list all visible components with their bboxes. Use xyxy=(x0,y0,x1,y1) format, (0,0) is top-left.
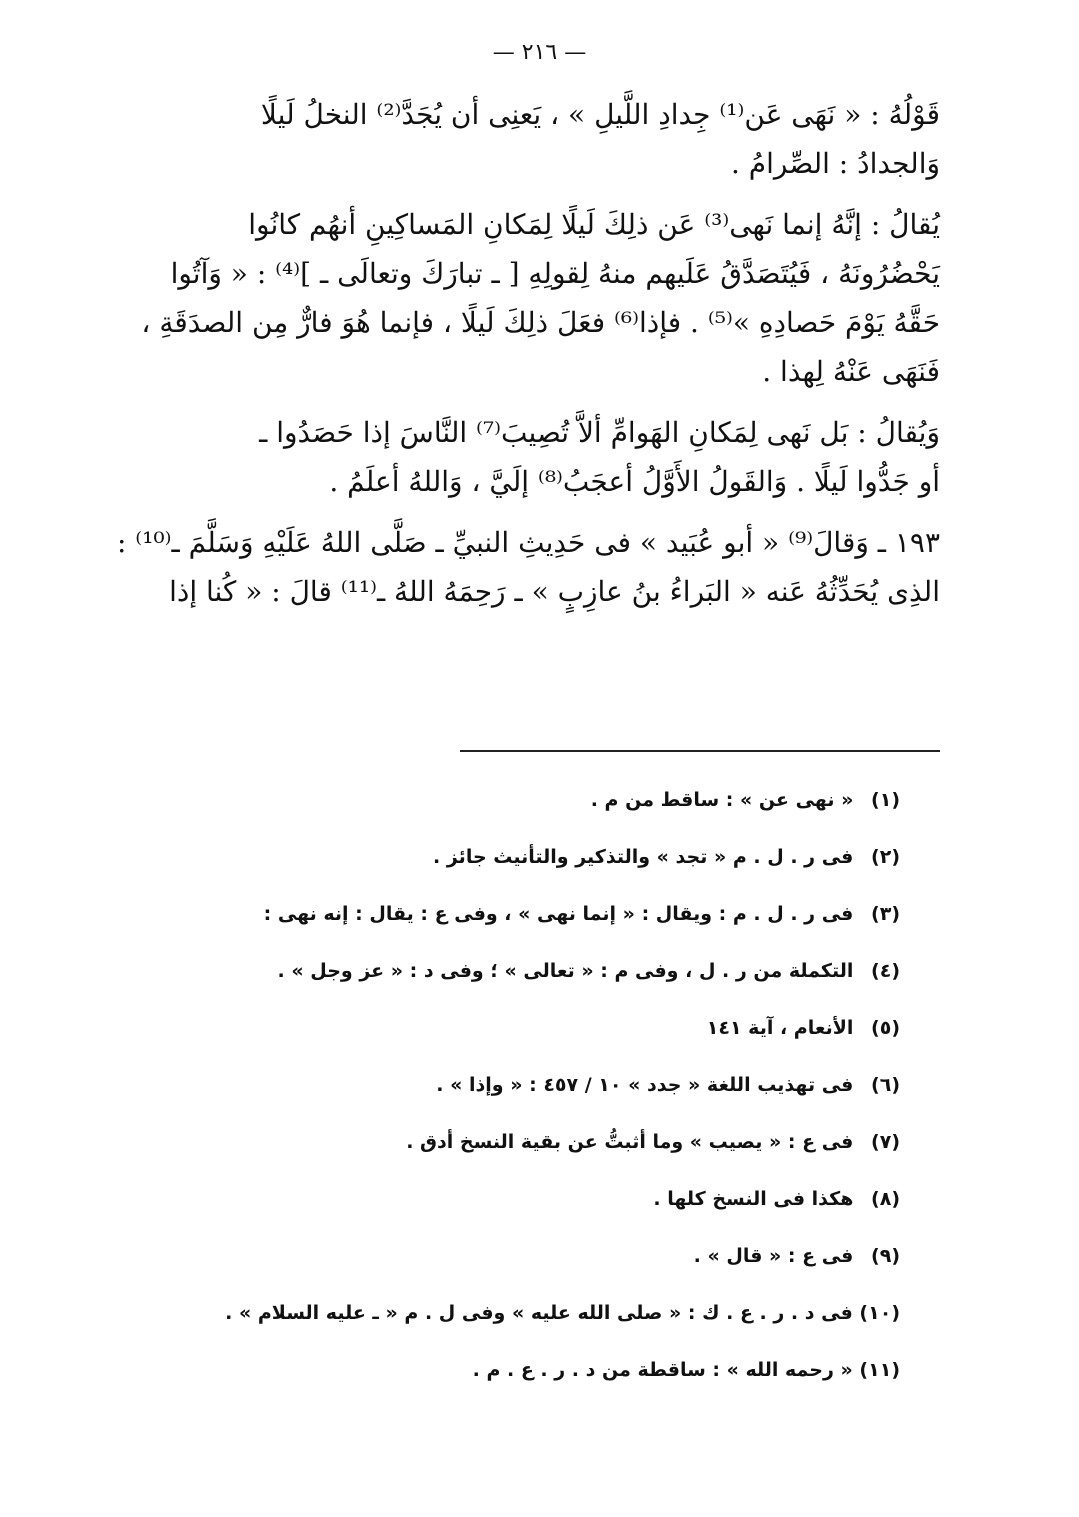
footnote-text: فى ع : « يصيب » وما أثبتُّ عن بقية النسخ أدق . xyxy=(406,1131,854,1153)
footnote xyxy=(100,943,900,1000)
footnote xyxy=(100,1171,900,1228)
page-number: — ٢١٦ — xyxy=(492,40,587,65)
footnote-text: هكذا فى النسخ كلها . xyxy=(653,1188,854,1210)
footnote-number: (٧) xyxy=(871,1131,900,1153)
footnote-text: فى تهذيب اللغة « جدد » ١٠ / ٤٥٧ : « وإذا » . xyxy=(436,1074,854,1096)
footnote-text: « رحمه الله » : ساقطة من د . ر . ع . م . xyxy=(472,1359,853,1381)
text-line: يُقالُ : إنَّهُ إنما نَهى⁽³⁾ عَن ذلِكَ لَيلًا لِمَكانِ المَساكِينِ أنهُم كانُوا xyxy=(248,208,940,241)
footnote-number: (١٠) xyxy=(859,1302,900,1324)
footnote-text: « نهى عن » : ساقط من م . xyxy=(590,789,854,811)
footnote-number: (٩) xyxy=(871,1245,900,1267)
paragraph xyxy=(120,200,940,396)
footnotes xyxy=(100,772,900,1399)
footnote-number: (١١) xyxy=(859,1359,900,1381)
footnote-number: (١) xyxy=(871,789,900,811)
text-line: وَيُقالُ : بَل نَهى لِمَكانِ الهَوامِّ ألاَّ تُصِيبَ⁽⁷⁾ النَّاسَ إذا حَصَدُوا ـ xyxy=(259,416,940,449)
main-text xyxy=(116,90,940,628)
text-line: فَنَهَى عَنْهُ لِهذا . xyxy=(762,355,940,388)
text-line: وَالجدادُ : الصِّرامُ . xyxy=(730,147,940,180)
text-line: قَوْلُهُ : « نَهَى عَن⁽¹⁾ جِدادِ اللَّيلِ » ، يَعنِى أن يُجَدَّ⁽²⁾ النخلُ لَيلًا xyxy=(260,98,940,131)
footnote-text: الأنعام ، آية ١٤١ xyxy=(706,1017,854,1039)
text-line: أو جَدُّوا لَيلًا . وَالقَولُ الأَوَّلُ أعجَبُ⁽⁸⁾ إلَيَّ ، وَاللهُ أعلَمُ . xyxy=(329,465,940,498)
footnote-text: فى د . ر . ع . ك : « صلى الله عليه » وفى ل . م « ـ عليه السلام » . xyxy=(225,1302,853,1324)
footnote-text: فى ع : « قال » . xyxy=(693,1245,854,1267)
text-line: الذِى يُحَدِّثُهُ عَنه « البَراءُ بنُ عازِبٍ » ـ رَحِمَهُ اللهُ ـ⁽¹¹⁾ قالَ : « كُنا إذا xyxy=(169,575,940,608)
footnote xyxy=(100,1285,900,1342)
footnote-number: (٦) xyxy=(871,1074,900,1096)
paragraph xyxy=(120,90,940,188)
text-line: ١٩٣ ـ وَقالَ⁽⁹⁾ « أبو عُبَيد » فى حَدِيثِ النبيِّ ـ صَلَّى اللهُ عَلَيْهِ وَسَلَّمَ ـ⁽¹⁰⁾ : xyxy=(116,526,940,559)
footnote-number: (٣) xyxy=(871,903,900,925)
text-line: يَحْضُرُونَهُ ، فَيُتَصَدَّقُ عَلَيهم منهُ لِقولِهِ [ ـ تبارَكَ وتعالَى ـ ]⁽⁴⁾ : « وَآتُوا xyxy=(170,257,940,290)
footnote-number: (٢) xyxy=(871,846,900,868)
footnote-text: فى ر . ل . م : ويقال : « إنما نهى » ، وفى ع : يقال : إنه نهى : xyxy=(263,903,854,925)
footnote xyxy=(100,1342,900,1399)
footnote xyxy=(100,1114,900,1171)
paragraph xyxy=(116,518,940,616)
text-line: حَقَّهُ يَوْمَ حَصادِهِ »⁽⁵⁾ . فإذا⁽⁶⁾ فعَلَ ذلِكَ لَيلًا ، فإنما هُوَ فارٌّ مِن الصدَقَةِ ، xyxy=(141,306,940,339)
footnote xyxy=(100,772,900,829)
footnote xyxy=(100,829,900,886)
footnote-number: (٤) xyxy=(871,960,900,982)
footnote xyxy=(100,886,900,943)
footnote xyxy=(100,1228,900,1285)
footnote-text: فى ر . ل . م « تجد » والتذكير والتأنيث جائز . xyxy=(433,846,854,868)
footnote xyxy=(100,1057,900,1114)
footnote-text: التكملة من ر . ل ، وفى م : « تعالى » ؛ وفى د : « عز وجل » . xyxy=(277,960,854,982)
footnote-number: (٥) xyxy=(871,1017,900,1039)
footnote xyxy=(100,1000,900,1057)
footnote-number: (٨) xyxy=(871,1188,900,1210)
paragraph xyxy=(120,408,940,506)
footnote-divider xyxy=(460,750,940,752)
